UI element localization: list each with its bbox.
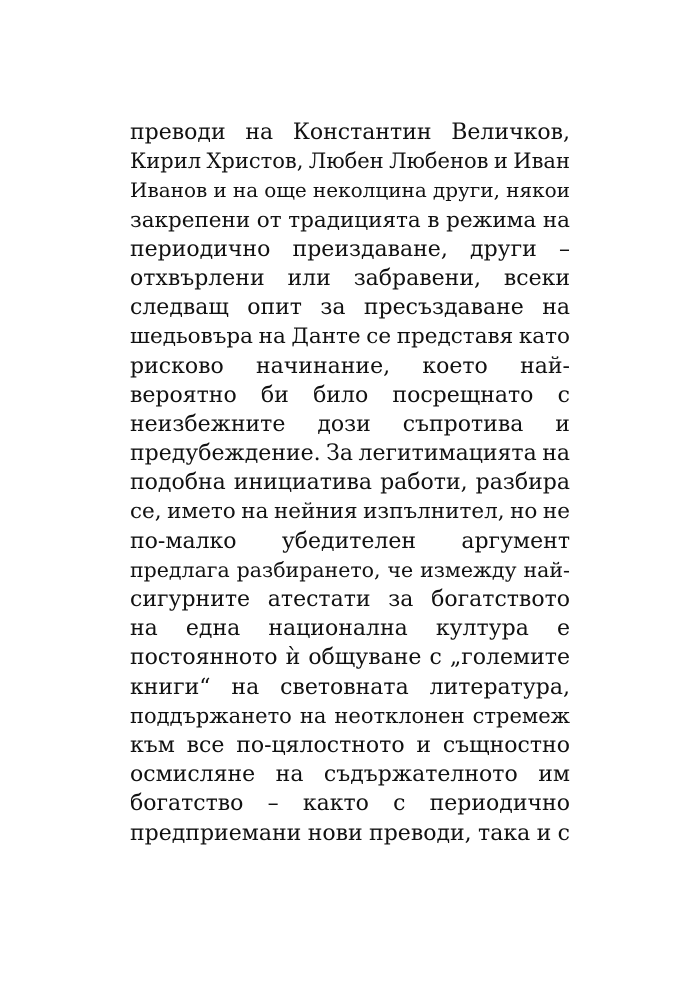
word: преводи, xyxy=(369,820,472,846)
word: на xyxy=(542,295,570,321)
word: преиздаване, xyxy=(292,236,448,262)
text-line xyxy=(130,468,570,497)
word: периодично xyxy=(429,791,570,817)
word: общуване xyxy=(308,645,422,671)
word: някои xyxy=(506,178,570,203)
text-line xyxy=(130,760,570,789)
word: богатството xyxy=(431,587,570,612)
body-text xyxy=(130,118,570,848)
text-line xyxy=(130,614,570,643)
word: към xyxy=(130,732,175,758)
word: би xyxy=(260,382,289,408)
word: традицията xyxy=(288,207,421,233)
word: Константин xyxy=(292,120,432,145)
word: и xyxy=(555,411,570,437)
word: режима xyxy=(446,207,537,233)
word: дози xyxy=(317,411,371,437)
word: на xyxy=(258,324,286,350)
word: вероятно xyxy=(130,382,237,408)
word: името xyxy=(167,499,236,525)
word: Любен xyxy=(308,149,384,174)
word: още xyxy=(264,178,307,203)
word: така xyxy=(478,820,531,846)
word: от xyxy=(256,207,282,233)
word: култура xyxy=(435,616,529,642)
text-line xyxy=(130,731,570,760)
word: предприемани xyxy=(130,820,302,846)
word: и xyxy=(416,732,432,758)
word: се, xyxy=(130,499,162,525)
word: съдържателното xyxy=(323,762,518,788)
word: разбира xyxy=(475,470,570,496)
word: – xyxy=(559,236,570,262)
word: най- xyxy=(520,353,570,379)
text-line xyxy=(130,235,570,264)
word: с xyxy=(557,382,570,408)
word: опит xyxy=(247,295,302,321)
text-line xyxy=(130,673,570,702)
word: пресъздаване xyxy=(363,295,524,321)
word: неотклонен xyxy=(334,703,465,728)
text-line xyxy=(130,322,570,351)
word: „големите xyxy=(449,645,570,671)
word: всеки xyxy=(503,265,570,291)
text-line xyxy=(130,147,570,176)
word: все xyxy=(186,732,225,758)
word: една xyxy=(185,616,241,642)
word: но xyxy=(510,499,538,525)
text-line xyxy=(130,585,570,614)
word: представя xyxy=(396,324,514,350)
word: и xyxy=(493,149,508,174)
word: се xyxy=(366,324,392,350)
word: на xyxy=(275,762,304,788)
word: работи, xyxy=(380,470,468,496)
word: на xyxy=(232,178,259,203)
word: по-малко xyxy=(130,528,237,554)
word: световната xyxy=(280,674,409,700)
word: същностно xyxy=(442,732,570,758)
word: на xyxy=(542,207,570,233)
word: Величков, xyxy=(451,120,570,145)
word: подобна xyxy=(130,470,226,496)
word: Иванов xyxy=(130,178,208,203)
word: за xyxy=(388,587,414,612)
word: инициатива xyxy=(233,470,373,496)
word: на xyxy=(241,499,269,525)
word: и xyxy=(536,820,552,846)
text-line xyxy=(130,789,570,818)
word: периодично xyxy=(130,236,271,262)
word: Любенов xyxy=(389,149,489,174)
word: най- xyxy=(523,557,570,582)
word: сигурните xyxy=(130,587,251,612)
word: им xyxy=(538,762,570,788)
text-line xyxy=(130,556,570,585)
word: което xyxy=(422,353,488,379)
word: на xyxy=(542,441,570,467)
word: литература, xyxy=(429,674,570,700)
word: национална xyxy=(268,616,408,642)
word: Христов, xyxy=(206,149,304,174)
word: преводи xyxy=(130,120,226,145)
word: съпротива xyxy=(402,411,524,437)
word: – xyxy=(267,791,279,817)
text-line xyxy=(130,643,570,672)
word: стремеж xyxy=(472,703,570,728)
text-line xyxy=(130,118,570,147)
word: нейния xyxy=(273,499,358,525)
word: богатство xyxy=(130,791,244,817)
text-line xyxy=(130,352,570,381)
word: на xyxy=(231,674,260,700)
word: легитимацията xyxy=(358,441,537,467)
word: предлага xyxy=(130,557,230,582)
word: по-цялостното xyxy=(236,732,405,758)
text-line xyxy=(130,264,570,293)
word: изпълнител, xyxy=(363,499,505,525)
word: било xyxy=(313,382,369,408)
word: с xyxy=(393,791,406,817)
word: други, xyxy=(432,178,500,203)
word: е xyxy=(556,616,570,642)
word: поддържането xyxy=(130,703,292,728)
word: на xyxy=(299,703,327,728)
text-line xyxy=(130,819,570,848)
word: с xyxy=(429,645,442,671)
text-line xyxy=(130,206,570,235)
word: отхвърлени xyxy=(130,265,265,291)
word: рисково xyxy=(130,353,224,379)
word: други xyxy=(470,236,537,262)
word: на xyxy=(245,120,274,145)
word: шедьовъра xyxy=(130,324,253,350)
word: за xyxy=(320,295,346,321)
word: разбирането, xyxy=(236,557,381,582)
word: или xyxy=(287,265,331,291)
word: неизбежните xyxy=(130,411,286,437)
word: За xyxy=(326,441,353,467)
word: осмисляне xyxy=(130,762,256,788)
text-line xyxy=(130,497,570,526)
text-line xyxy=(130,527,570,556)
text-line xyxy=(130,410,570,439)
text-line xyxy=(130,293,570,322)
word: аргумент xyxy=(461,528,570,554)
text-line xyxy=(130,176,570,205)
word: начинание, xyxy=(255,353,391,379)
word: че xyxy=(387,557,414,582)
word: постоянното xyxy=(130,645,278,671)
word: неколцина xyxy=(312,178,427,203)
word: Кирил xyxy=(130,149,202,174)
word: както xyxy=(302,791,369,817)
word: предубеждение. xyxy=(130,441,321,467)
text-line xyxy=(130,702,570,731)
word: ѝ xyxy=(285,645,301,671)
text-line xyxy=(130,439,570,468)
word: като xyxy=(518,324,570,350)
word: в xyxy=(427,207,440,233)
word: забравени, xyxy=(353,265,481,291)
word: книги“ xyxy=(130,674,211,700)
word: нови xyxy=(307,820,363,846)
word: закрепени xyxy=(130,207,251,233)
word: Иван xyxy=(513,149,570,174)
word: посрещнато xyxy=(392,382,534,408)
text-line xyxy=(130,381,570,410)
word: следващ xyxy=(130,295,229,321)
word: не xyxy=(542,499,570,525)
word: Данте xyxy=(291,324,361,350)
word: атестати xyxy=(267,587,371,612)
word: на xyxy=(130,616,158,642)
word: и xyxy=(213,178,227,203)
word: убедителен xyxy=(281,528,417,554)
word: измежду xyxy=(420,557,517,582)
word: с xyxy=(557,820,570,846)
